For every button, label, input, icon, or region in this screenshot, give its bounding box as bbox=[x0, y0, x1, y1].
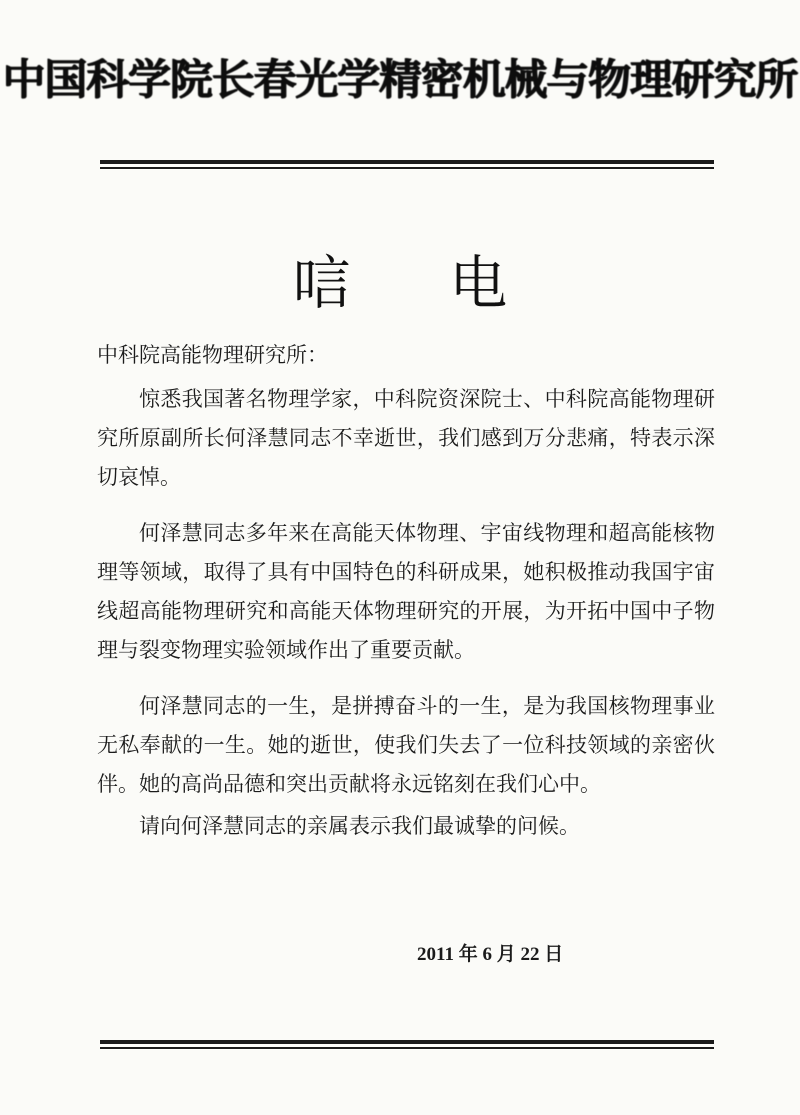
footer-divider bbox=[100, 1040, 714, 1049]
paragraph-tribute: 何泽慧同志的一生，是拼搏奋斗的一生，是为我国核物理事业无私奉献的一生。她的逝世，使我们失去了一位科技领域的亲密伙伴。她的高尚品德和突出贡献将永远铭刻在我们心中。 bbox=[97, 694, 715, 796]
letterhead-divider bbox=[100, 160, 714, 169]
paragraph-regards: 请向何泽慧同志的亲属表示我们最诚挚的问候。 bbox=[139, 814, 580, 838]
salutation: 中科院高能物理研究所： bbox=[97, 343, 328, 367]
paragraph-achievements: 何泽慧同志多年来在高能天体物理、宇宙线物理和超高能核物理等领域，取得了具有中国特色的科研成果，她积极推动我国宇宙线超高能物理研究和高能天体物理研究的开展，为开拓中国中子物理与裂变物理实验领域作出了重要贡献。 bbox=[97, 521, 715, 662]
paragraph-condolence: 惊悉我国著名物理学家，中科院资深院士、中科院高能物理研究所原副所长何泽慧同志不幸逝世，我们感到万分悲痛，特表示深切哀悼。 bbox=[97, 387, 715, 489]
document-date: 2011 年 6 月 22 日 bbox=[417, 944, 564, 965]
document-title: 唁 电 bbox=[292, 249, 548, 317]
letterhead-institution-name: 中国科学院长春光学精密机械与物理研究所 bbox=[2, 55, 798, 104]
